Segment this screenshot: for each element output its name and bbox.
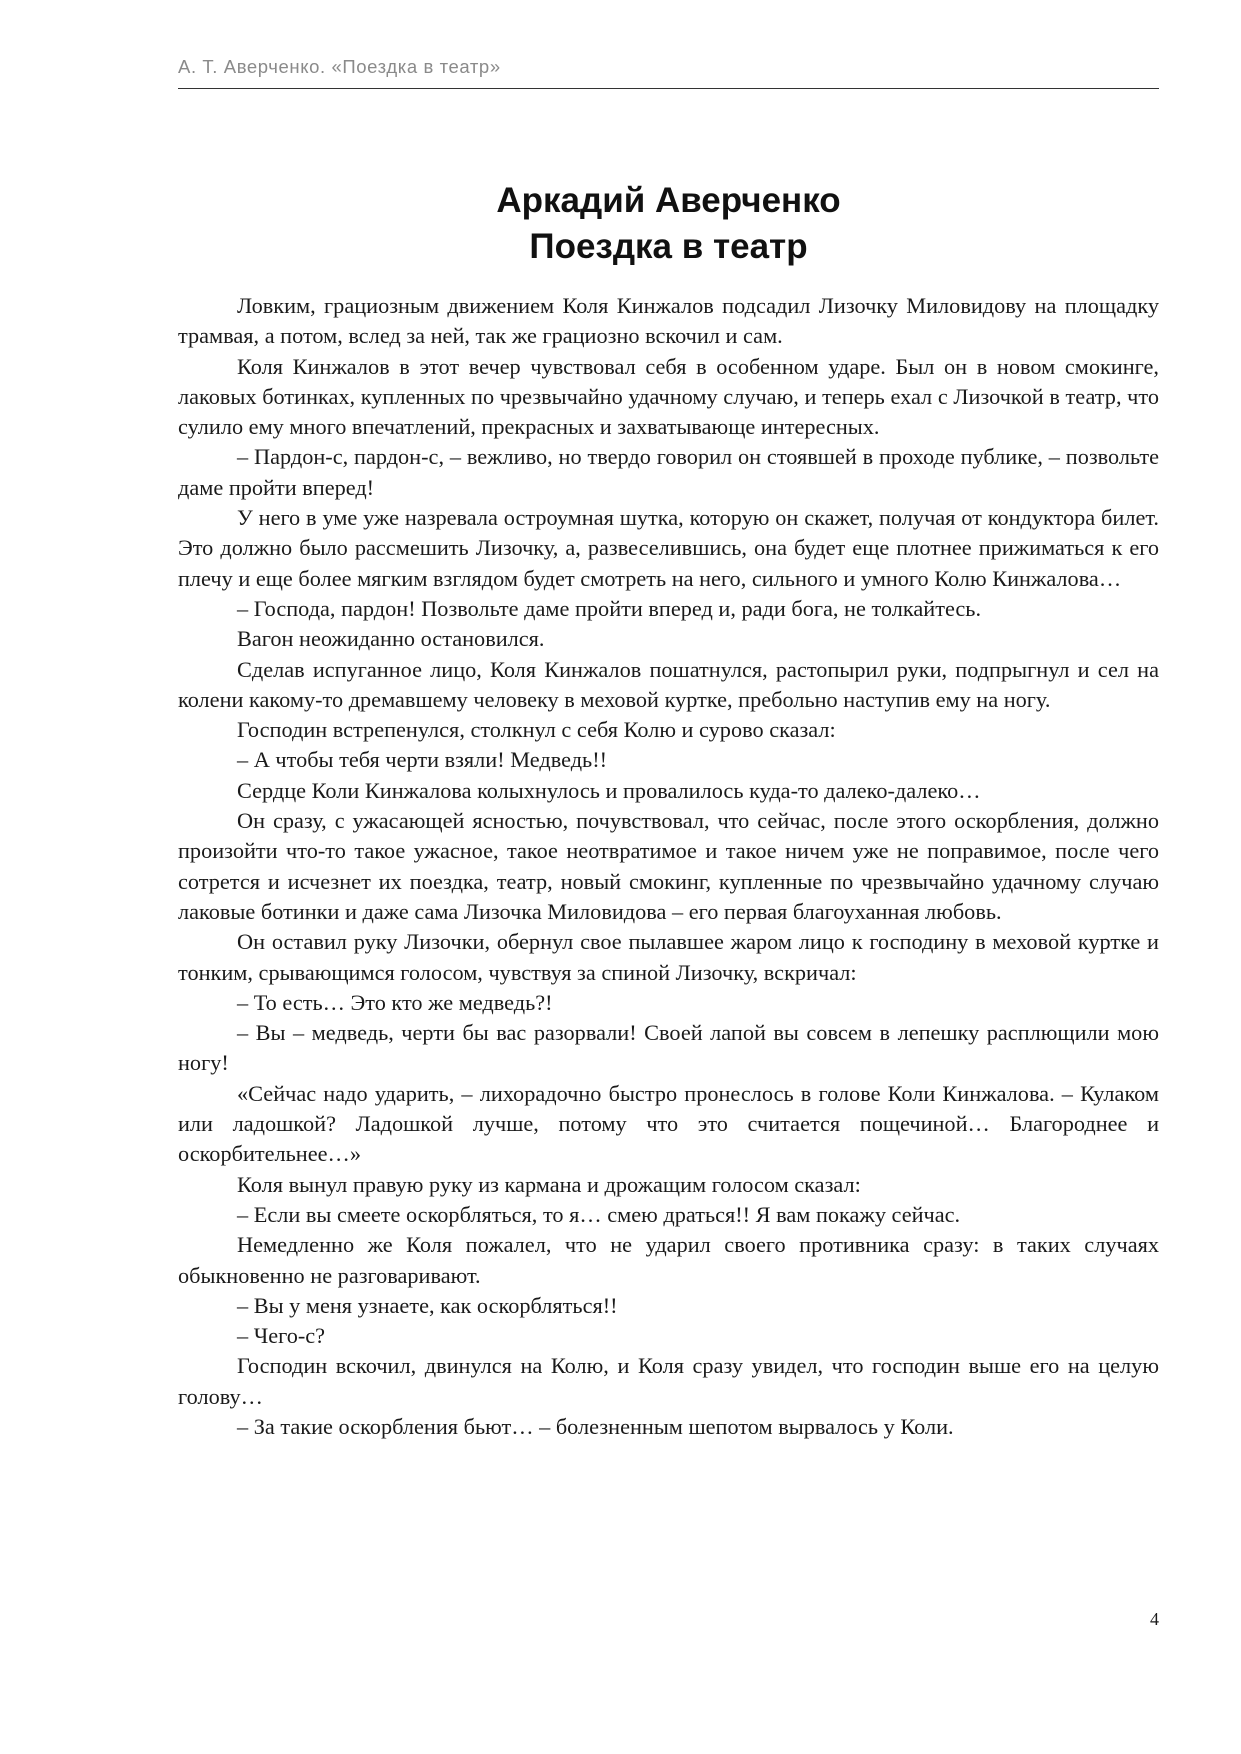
paragraph: – Пардон-с, пардон-с, – вежливо, но твердо говорил он стоявшей в проходе публике, – позвольте даме пройти вперед! [178, 444, 1159, 500]
title-author: Аркадий Аверченко [496, 181, 841, 220]
paragraph: Господин вскочил, двинулся на Колю, и Коля сразу увидел, что господин выше его на целую голову… [178, 1353, 1159, 1409]
page-title [178, 178, 1159, 270]
paragraph: Он сразу, с ужасающей ясностью, почувствовал, что сейчас, после этого оскорбления, должно произойти что-то такое ужасное, такое неотвратимое и такое ничем уже не поправимое, после чего сотрется и исчезнет их поездка, театр, новый смокинг, купленные по чрезвычайно удачному случаю лаковые ботинки и даже сама Лизочка Миловидова – его первая благоуханная любовь. [178, 808, 1159, 924]
paragraph: – Господа, пардон! Позвольте даме пройти вперед и, ради бога, не толкайтесь. [237, 595, 982, 621]
paragraph: – Чего-с? [237, 1323, 326, 1349]
paragraph: – Вы у меня узнаете, как оскорбляться!! [237, 1292, 618, 1318]
paragraph: Коля вынул правую руку из кармана и дрожащим голосом сказал: [237, 1171, 861, 1197]
paragraph: Коля Кинжалов в этот вечер чувствовал себя в особенном ударе. Был он в новом смокинге, лаковых ботинках, купленных по чрезвычайно удачному случаю, и теперь ехал с Лизочкой в театр, что сулило ему много впечатлений, прекрасных и захватывающе интересных. [178, 353, 1159, 440]
paragraph: Немедленно же Коля пожалел, что не ударил своего противника сразу: в таких случаях обыкновенно не разговаривают. [178, 1232, 1159, 1288]
paragraph: Вагон неожиданно остановился. [237, 626, 545, 652]
page-number: 4 [1150, 1609, 1159, 1629]
paragraph: Сделав испуганное лицо, Коля Кинжалов пошатнулся, растопырил руки, подпрыгнул и сел на колени какому-то дремавшему человеку в меховой куртке, пребольно наступив ему на ногу. [178, 656, 1159, 712]
paragraph: «Сейчас надо ударить, – лихорадочно быстро пронеслось в голове Коли Кинжалова. – Кулаком или ладошкой? Ладошкой лучше, потому что это считается пощечиной… Благороднее и оскорбительнее…» [178, 1080, 1159, 1167]
header-rule [178, 88, 1159, 89]
paragraph: – А чтобы тебя черти взяли! Медведь!! [237, 747, 608, 773]
paragraph: Господин встрепенулся, столкнул с себя Колю и сурово сказал: [237, 717, 836, 743]
paragraph: – То есть… Это кто же медведь?! [237, 989, 553, 1015]
paragraph: – Если вы смеете оскорбляться, то я… смею драться!! Я вам покажу сейчас. [237, 1201, 961, 1227]
running-header: А. Т. Аверченко. «Поездка в театр» [178, 56, 501, 77]
paragraph: Он оставил руку Лизочки, обернул свое пылавшее жаром лицо к господину в меховой куртке и тонким, срывающимся голосом, чувствуя за спиной Лизочку, вскричал: [178, 929, 1159, 985]
paragraph: Ловким, грациозным движением Коля Кинжалов подсадил Лизочку Миловидову на площадку трамвая, а потом, вслед за ней, так же грациозно вскочил и сам. [178, 293, 1159, 349]
paragraph: – За такие оскорбления бьют… – болезненным шепотом вырвалось у Коли. [237, 1413, 954, 1439]
paragraph: Сердце Коли Кинжалова колыхнулось и провалилось куда-то далеко-далеко… [237, 777, 981, 803]
paragraph: – Вы – медведь, черти бы вас разорвали! Своей лапой вы совсем в лепешку расплющили мою ногу! [178, 1020, 1159, 1076]
paragraph: У него в уме уже назревала остроумная шутка, которую он скажет, получая от кондуктора билет. Это должно было рассмешить Лизочку, а, развеселившись, она будет еще плотнее прижиматься к его плечу и еще более мягким взглядом будет смотреть на него, сильного и умного Колю Кинжалова… [178, 505, 1159, 591]
title-work: Поездка в театр [529, 227, 808, 266]
story-body [178, 291, 1159, 1442]
